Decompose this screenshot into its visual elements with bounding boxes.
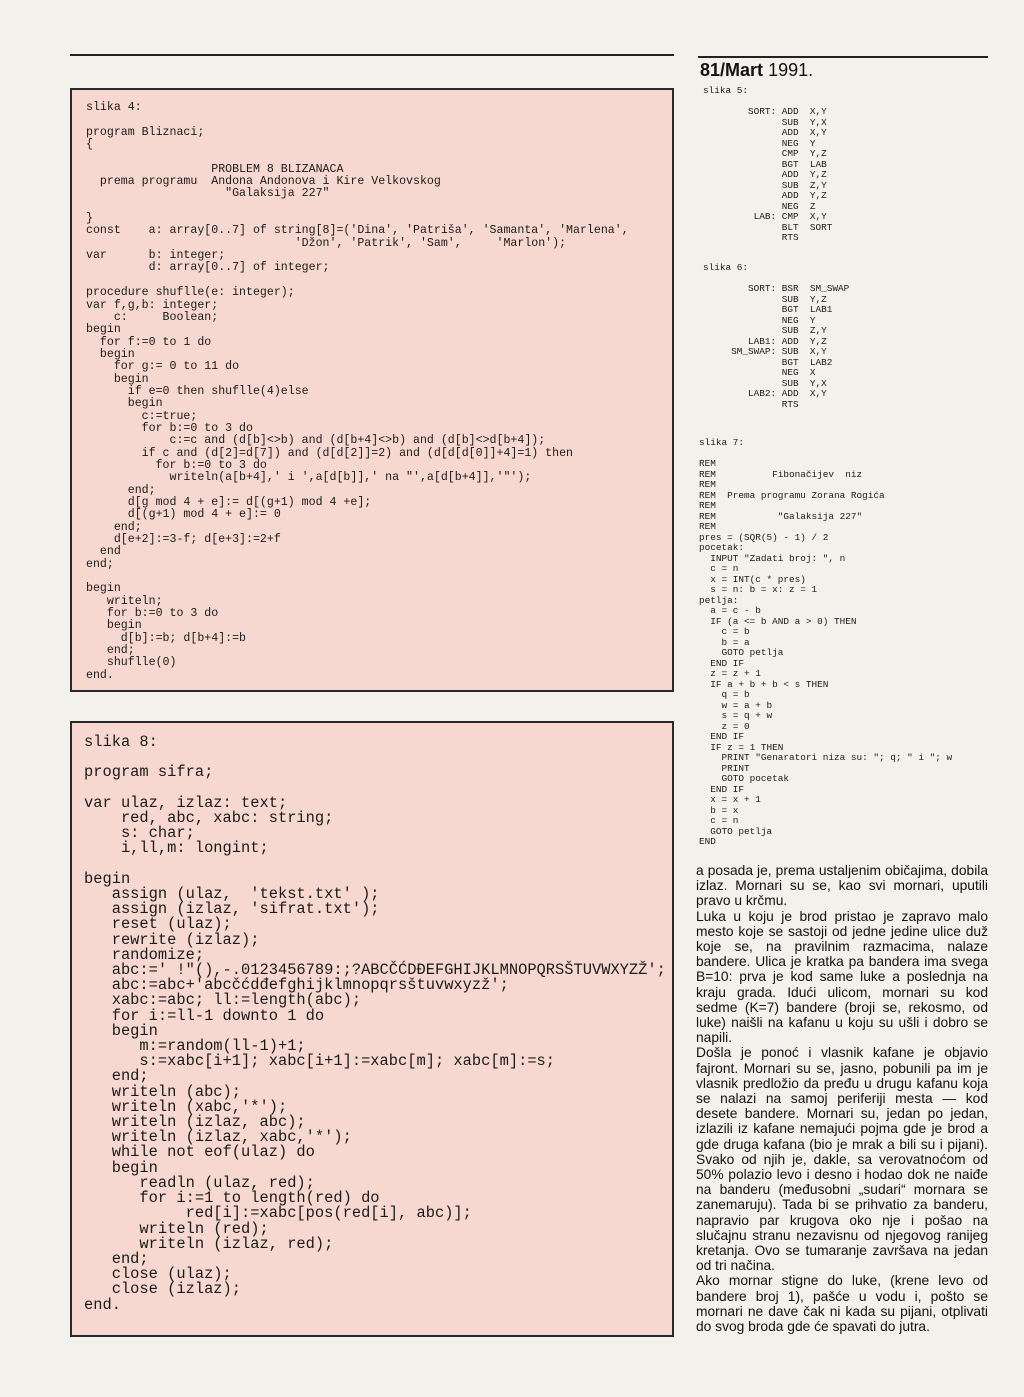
code-slika-6: slika 6: SORT: BSR SM_SWAP SUB Y,Z BGT LAB1 NEG Y SUB Z,Y LAB1: ADD Y,Z SM_SWAP: SUB X,Y BGT LAB2 NEG X SUB Y,X LAB2: ADD X,Y RTS [703,262,850,410]
listing-slika-6 [703,263,849,410]
article-paragraph: Došla je ponoć i vlasnik kafane je objavio fajront. Mornari su se, jasno, pobunili pa im je vlasnik predložio da pređu u drugu kafanu koja se nalazi na samoj periferiji mesta — kod desete bandere. Mornari su, jedan po jedan, izlazili iz kafane nemajući pojma gde je brod a gde druga kafana (bio je mrak a bili su i pijani). Svako od njih je, dakle, sa verovatnoćom od 50% polazio levo i desno i hodao dok ne naiđe na banderu (međusobni „sudari“ mornara se zanemaruju). Tada bi se prihvatio za banderu, napravio par krugova oko nje i pošao na slučajnu stranu nezavisnu od njegovog ranijeg kretanja. Ovo se tumaranje završava na jedan od tri načina. [696,1045,988,1274]
code-slika-5: slika 5: SORT: ADD X,Y SUB Y,X ADD X,Y NEG Y CMP Y,Z BGT LAB ADD Y,Z SUB Z,Y ADD Y,Z NEG Z LAB: CMP X,Y BLT SORT RTS [703,85,833,243]
article-paragraph: Luka u koju je brod pristao je zapravo malo mesto koje se sastoji od jedne jedine ulice duž koje se, na pravilnim razmacima, nalaze bandere. Ulica je kratka pa bandera ima svega B=10: prva je kod same luke a poslednja na kraju grada. Idući ulicom, mornari su kod sedme (K=7) bandere (broji se, rekosmo, od luke) naišli na kafanu u koju su ušli i dobro se napili. [696,908,988,1046]
listing-slika-7 [699,438,952,848]
top-rule-right [698,56,988,58]
code-slika-8: slika 8: program sifra; var ulaz, izlaz: text; red, abc, xabc: string; s: char; i,ll,m: longint; begin assign (ulaz, 'tekst.txt' ); assign (izlaz, 'sifrat.txt'); reset (ulaz); rewrite (izlaz); randomize; abc:=' !"(),-.0123456789:;?ABCČĆDĐEFGHIJKLMNOPQRSŠTUVWXYZŽ'; abc:=abc+'abcčćdđefghijklmnopqrsštuvwxyzž'; xabc:=abc; ll:=length(abc); for i:=ll-1 downto 1 do begin m:=random(ll-1)+1; s:=xabc[i+1]; xabc[i+1]:=xabc[m]; xabc[m]:=s; end; writeln (abc); writeln (xabc,'*'); writeln (izlaz, abc); writeln (izlaz, xabc,'*'); while not eof(ulaz) do begin readln (ulaz, red); for i:=1 to length(red) do red[i]:=xabc[pos(red[i], abc)]; writeln (red); writeln (izlaz, red); end; close (ulaz); close (izlaz); end. [84,733,666,1314]
page-number: 81/Mart 1991. [700,60,814,80]
article-paragraph: Ako mornar stigne do luke, (krene levo od bandere broj 1), pašće u vodu i, pošto se mornari ne dave čak ni kada su pijani, otplivati do svog broda gde će spavati do jutra. [696,1273,988,1335]
article-text [696,863,988,1334]
listing-slika-4 [70,88,674,692]
listing-slika-5 [703,86,832,244]
top-rule-left [70,54,674,56]
code-slika-4: slika 4: program Bliznaci; { PROBLEM 8 BLIZANACA prema programu Andona Andonova i Kire Velkovskog "Galaksija 227" } const a: array[0..7] of string[8]=('Dina', 'Patriša', 'Samanta', 'Marlena', 'Džon', 'Patrik', 'Sam', 'Marlon'); var b: integer; d: array[0..7] of integer; procedure shuflle(e: integer); var f,g,b: integer; c: Boolean; begin for f:=0 to 1 do begin for g:= 0 to 11 do begin if e=0 then shuflle(4)else begin c:=true; for b:=0 to 3 do c:=c and (d[b]<>b) and (d[b+4]<>b) and (d[b]<>d[b+4]); if c and (d[2]=d[7]) and (d[d[2]]=2) and (d[d[d[0]]+4]=1) then for b:=0 to 3 do writeln(a[b+4],' i ',a[d[b]],' na "',a[d[b+4]],'"'); end; d[g mod 4 + e]:= d[(g+1) mod 4 +e]; d[(g+1) mod 4 + e]:= 0 end; d[e+2]:=3-f; d[e+3]:=2+f end end; begin writeln; for b:=0 to 3 do begin d[b]:=b; d[b+4]:=b end; shuflle(0) end. [86,101,629,682]
code-slika-7: slika 7: REM REM Fibonačijev niz REM REM Prema programu Zorana Rogića REM REM "Galaksija 227" REM pres = (SQR(5) - 1) / 2 pocetak: INPUT "Zadati broj: ", n c = n x = INT(c * pres) s = n: b = x: z = 1 petlja: a = c - b IF (a <= b AND a > 0) THEN c = b b = a GOTO petlja END IF z = z + 1 IF a + b + b < s THEN q = b w = a + b s = q + w z = 0 END IF IF z = 1 THEN PRINT "Genaratori niza su: "; q; " i "; w PRINT GOTO pocetak END IF x = x + 1 b = x c = n GOTO petlja END [699,437,953,847]
listing-slika-8 [70,721,674,1337]
article-paragraph: a posada je, prema ustaljenim običajima, dobila izlaz. Mornari su se, kao svi mornari, uputili pravo u krčmu. [696,863,988,909]
